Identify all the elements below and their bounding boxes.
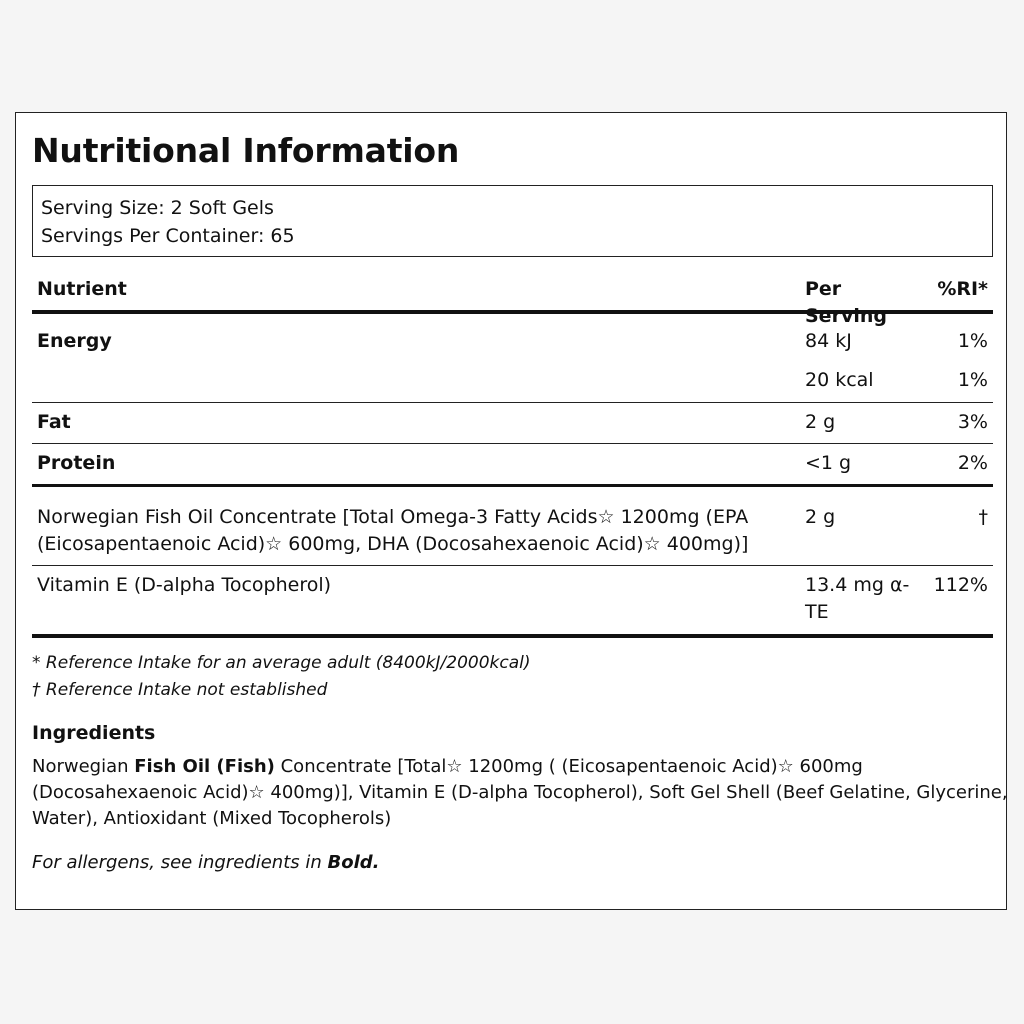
vitamin-e-ri: 112% [933, 574, 988, 596]
energy-kcal-value: 20 kcal [805, 369, 874, 391]
table-header-row [32, 265, 993, 327]
vitamin-e-label: Vitamin E (D-alpha Tocopherol) [37, 574, 332, 596]
ingredients-line1-pre: Norwegian [32, 756, 135, 777]
footnote-not-established: † Reference Intake not established [32, 680, 328, 700]
page-title: Nutritional Information [32, 131, 460, 170]
allergen-note-text: For allergens, see ingredients in [32, 852, 328, 873]
header-per-serving: Per Serving [805, 278, 887, 327]
servings-per-container: Servings Per Container: 65 [41, 225, 295, 247]
table-row-protein [32, 444, 993, 487]
fish-oil-ri: † [978, 506, 988, 528]
energy-kcal-ri: 1% [957, 369, 988, 391]
fish-oil-label-line2: (Eicosapentaenoic Acid)☆ 600mg, DHA (Docosahexaenoic Acid)☆ 400mg)] [37, 533, 749, 555]
nutrition-label-panel [15, 112, 1007, 910]
ingredients-line2: (Docosahexaenoic Acid)☆ 400mg)], Vitamin E (D-alpha Tocopherol), Soft Gel Shell (Beef Gelatine, Glycerine, [32, 782, 1008, 803]
fish-oil-label [37, 504, 777, 558]
energy-kj-ri: 1% [957, 330, 988, 352]
header-ri: %RI* [937, 278, 988, 300]
fish-oil-value: 2 g [805, 506, 836, 528]
table-row-fish-oil [32, 487, 993, 566]
protein-label: Protein [37, 452, 116, 474]
energy-kj-value: 84 kJ [805, 330, 852, 352]
fish-oil-label-line1: Norwegian Fish Oil Concentrate [Total Omega-3 Fatty Acids☆ 1200mg (EPA [37, 506, 749, 528]
vitamin-e-value [805, 572, 923, 626]
protein-ri: 2% [957, 452, 988, 474]
fat-value: 2 g [805, 411, 836, 433]
ingredients-line1-post: Concentrate [Total☆ 1200mg ( (Eicosapentaenoic Acid)☆ 600mg [274, 756, 863, 777]
nutrition-table [32, 265, 993, 638]
ingredients-heading: Ingredients [32, 722, 156, 744]
ingredients-allergen-bold: Fish Oil (Fish) [134, 756, 275, 777]
vitamin-e-value-line2: TE [805, 601, 829, 623]
allergen-note-bold: Bold. [327, 852, 380, 873]
protein-value: <1 g [805, 452, 852, 474]
fat-ri: 3% [957, 411, 988, 433]
table-row-vitamin-e [32, 566, 993, 638]
fat-label: Fat [37, 411, 71, 433]
table-row-fat [32, 403, 993, 444]
serving-size: Serving Size: 2 Soft Gels [41, 197, 274, 219]
ingredients-line1 [32, 754, 987, 780]
vitamin-e-value-line1: 13.4 mg α- [805, 574, 910, 596]
ingredients-line3: Water), Antioxidant (Mixed Tocopherols) [32, 808, 392, 829]
serving-info-box [32, 185, 993, 257]
header-nutrient: Nutrient [37, 278, 127, 300]
table-row-energy [32, 314, 993, 403]
footnote-reference-intake: * Reference Intake for an average adult (8400kJ/2000kcal) [32, 653, 531, 673]
allergen-note [32, 852, 379, 873]
ingredients-text [32, 754, 1008, 832]
energy-label: Energy [37, 330, 112, 352]
footnotes [32, 650, 531, 704]
